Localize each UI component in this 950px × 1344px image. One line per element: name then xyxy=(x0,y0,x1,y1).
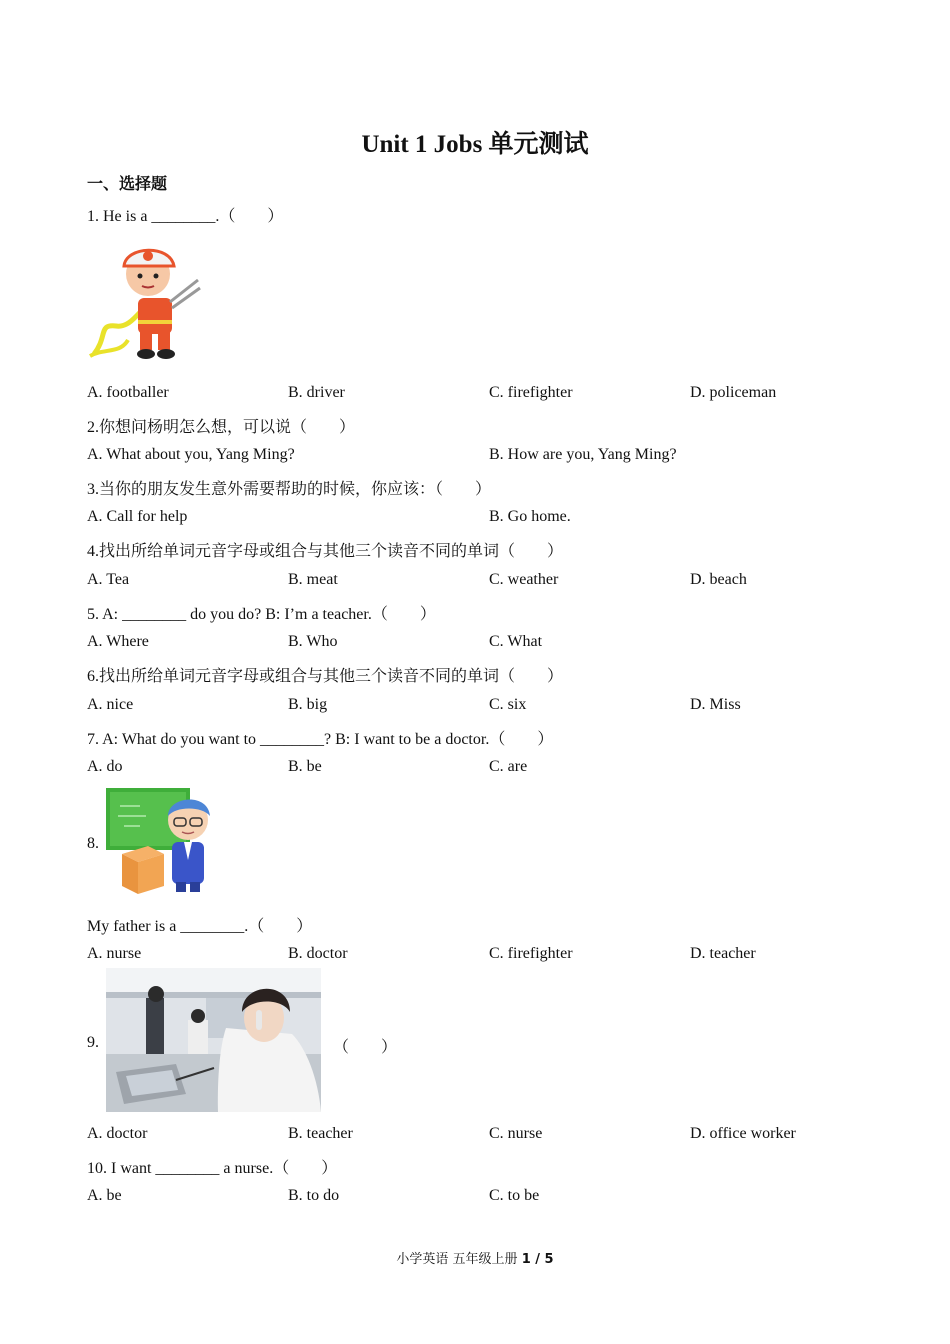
question-1-stem: 1. He is a ________.（ ） xyxy=(87,208,284,225)
q10-option-b: B. to do xyxy=(288,1187,340,1204)
q3-option-b: B. Go home. xyxy=(489,508,571,525)
question-6-stem: 6.找出所给单词元音字母或组合与其他三个读音不同的单词（ ） xyxy=(87,668,564,685)
question-3-stem: 3.当你的朋友发生意外需要帮助的时候，你应该：（ ） xyxy=(87,481,492,498)
q5-option-b: B. Who xyxy=(288,633,338,650)
q6-option-a: A. nice xyxy=(87,696,134,713)
q10-option-a: A. be xyxy=(87,1187,122,1204)
q8-option-a: A. nurse xyxy=(87,945,142,962)
q8-option-b: B. doctor xyxy=(288,945,348,962)
q7-option-b: B. be xyxy=(288,758,322,775)
question-2-stem: 2.你想问杨明怎么想，可以说（ ） xyxy=(87,419,356,436)
page-title: Unit 1 Jobs 单元测试 xyxy=(361,131,589,158)
q1-option-b: B. driver xyxy=(288,384,345,401)
q4-option-b: B. meat xyxy=(288,571,338,588)
question-8-number: 8. xyxy=(87,835,99,852)
page-number: 1 / 5 xyxy=(521,1252,554,1267)
q8-option-c: C. firefighter xyxy=(489,945,573,962)
q3-option-a: A. Call for help xyxy=(87,508,188,525)
q9-option-a: A. doctor xyxy=(87,1125,148,1142)
q7-option-a: A. do xyxy=(87,758,123,775)
question-4-stem: 4.找出所给单词元音字母或组合与其他三个读音不同的单词（ ） xyxy=(87,543,564,560)
q4-option-c: C. weather xyxy=(489,571,559,588)
q4-option-a: A. Tea xyxy=(87,571,130,588)
q5-option-a: A. Where xyxy=(87,633,149,650)
section-title: 一、选择题 xyxy=(87,174,168,193)
q1-option-d: D. policeman xyxy=(690,384,777,401)
q5-option-c: C. What xyxy=(489,633,543,650)
question-9-number: 9. xyxy=(87,1034,99,1051)
q1-option-a: A. footballer xyxy=(87,384,169,401)
teacher-image xyxy=(106,788,218,896)
q9-option-c: C. nurse xyxy=(489,1125,543,1142)
question-10-stem: 10. I want ________ a nurse.（ ） xyxy=(87,1160,338,1177)
footer-subject: 小学英语 五年级上册 xyxy=(396,1252,518,1267)
q6-option-d: D. Miss xyxy=(690,696,741,713)
q1-option-c: C. firefighter xyxy=(489,384,573,401)
q6-option-c: C. six xyxy=(489,696,527,713)
q10-option-c: C. to be xyxy=(489,1187,540,1204)
q9-answer-paren: （ ） xyxy=(333,1039,398,1056)
page-footer xyxy=(0,1248,950,1267)
q2-option-b: B. How are you, Yang Ming? xyxy=(489,446,677,463)
question-5-stem: 5. A: ________ do you do? B: I’m a teacher.（ ） xyxy=(87,606,436,623)
q6-option-b: B. big xyxy=(288,696,328,713)
q7-option-c: C. are xyxy=(489,758,528,775)
q2-option-a: A. What about you, Yang Ming? xyxy=(87,446,295,463)
office-worker-image xyxy=(106,968,321,1112)
q4-option-d: D. beach xyxy=(690,571,747,588)
firefighter-image xyxy=(88,236,204,363)
question-8-stem: My father is a ________.（ ） xyxy=(87,918,313,935)
question-7-stem: 7. A: What do you want to ________? B: I want to be a doctor.（ ） xyxy=(87,731,554,748)
q9-option-b: B. teacher xyxy=(288,1125,353,1142)
q9-option-d: D. office worker xyxy=(690,1125,796,1142)
q8-option-d: D. teacher xyxy=(690,945,756,962)
